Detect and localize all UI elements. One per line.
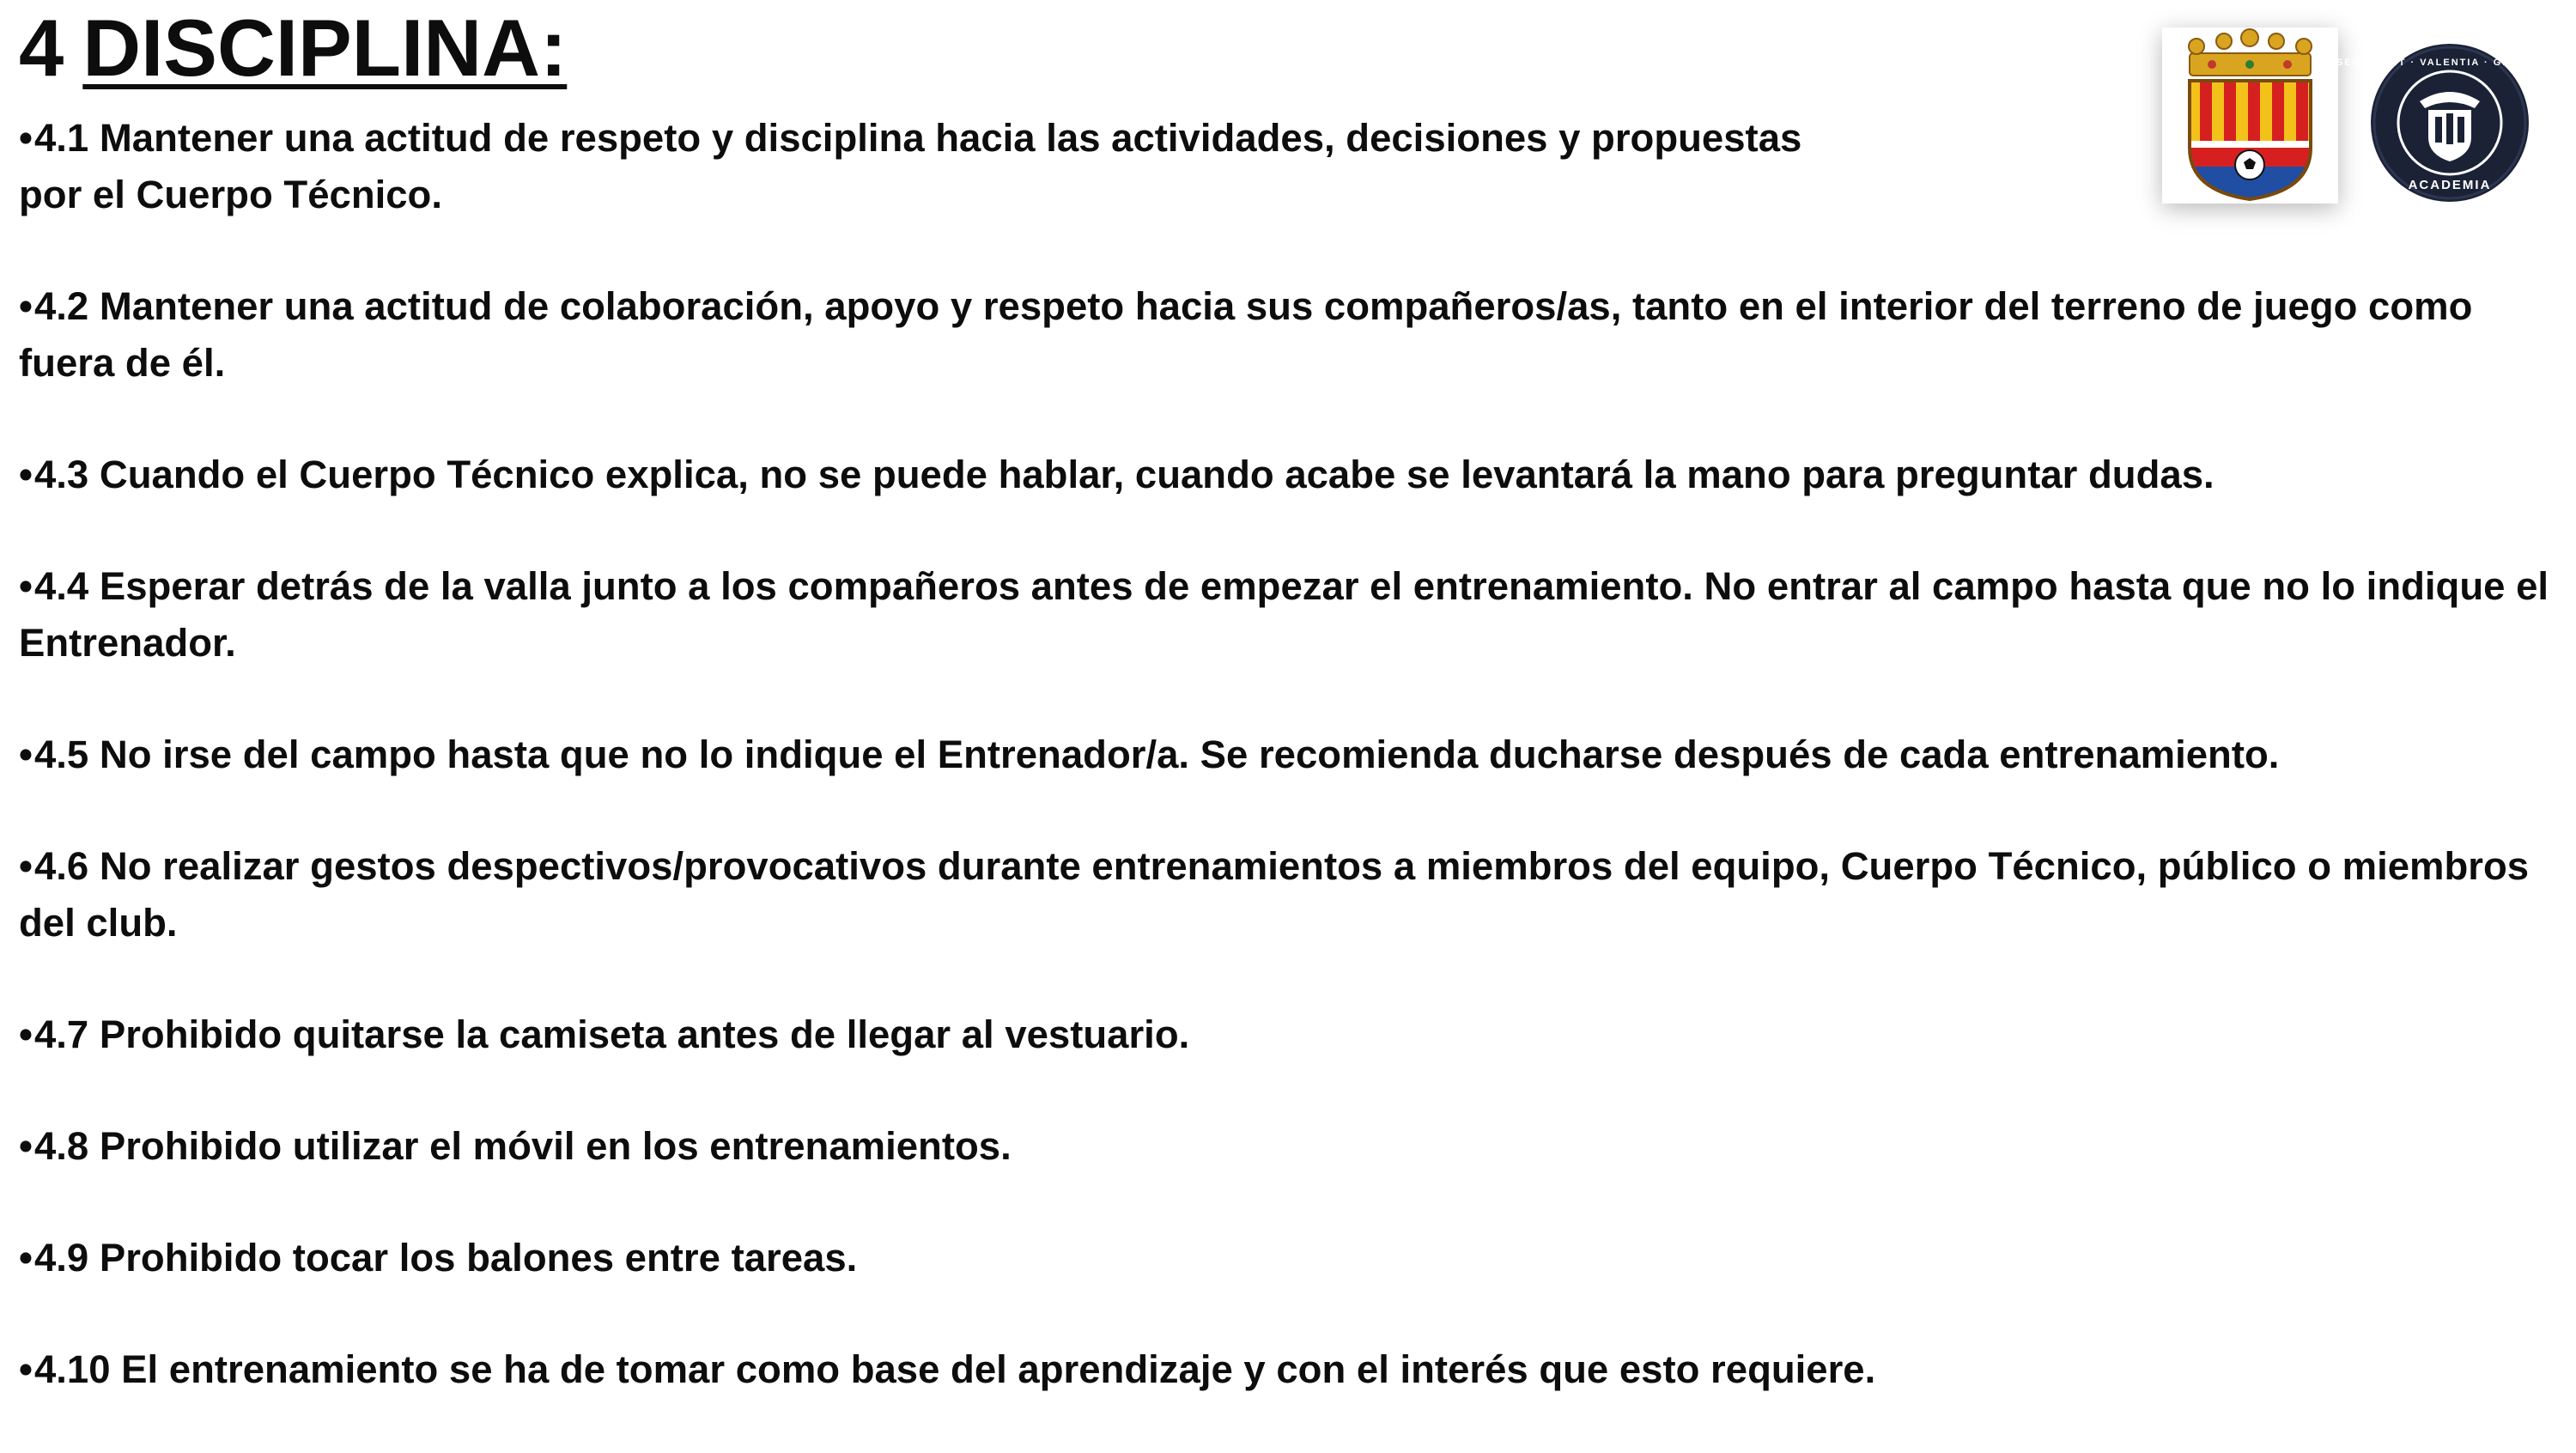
rule-number: 4.4 [33, 564, 89, 608]
bullet: • [19, 564, 33, 608]
page-title [19, 3, 567, 92]
rule-number: 4.8 [33, 1124, 89, 1168]
rule-text: No realizar gestos despectivos/provocativos durante entrenamientos a miembros del equipo, Cuerpo Técnico, público o miembros del club. [19, 844, 2530, 945]
rule-number: 4.5 [33, 733, 89, 776]
bullet: • [19, 453, 33, 496]
rule-text: No irse del campo hasta que no lo indique el Entrenador/a. Se recomienda ducharse después de cada entrenamiento. [99, 733, 2280, 776]
rule-number: 4.3 [33, 453, 89, 496]
bullet: • [19, 284, 33, 328]
rule-item [19, 1341, 2561, 1398]
badge-ring-text: SENTIMENT · VALENTIA · GERMANOR [2336, 58, 2564, 68]
rule-number: 4.10 [33, 1347, 111, 1391]
rule-item [19, 726, 2561, 783]
rule-text: Cuando el Cuerpo Técnico explica, no se puede hablar, cuando acabe se levantará la mano para preguntar dudas. [99, 453, 2215, 496]
bullet: • [19, 1347, 33, 1391]
bullet: • [19, 1124, 33, 1168]
section-title: DISCIPLINA: [82, 3, 568, 93]
rule-item [19, 1006, 2561, 1063]
rule-item [19, 558, 2561, 672]
rule-number: 4.2 [33, 284, 89, 328]
rule-text: Prohibido quitarse la camiseta antes de llegar al vestuario. [99, 1012, 1190, 1056]
rule-item [19, 1118, 2561, 1175]
bullet: • [19, 844, 33, 888]
crown-icon [2189, 29, 2312, 76]
rule-item [19, 1230, 2561, 1286]
rule-text: Prohibido utilizar el móvil en los entrenamientos. [99, 1124, 1012, 1168]
rule-text: Esperar detrás de la valla junto a los compañeros antes de empezar el entrenamiento. No entrar al campo hasta que no lo indique el Entrenador. [19, 564, 2549, 665]
rule-text: Prohibido tocar los balones entre tareas. [99, 1236, 858, 1280]
rule-number: 4.9 [33, 1236, 89, 1280]
bullet: • [19, 1012, 33, 1056]
rule-text: Mantener una actitud de respeto y disciplina hacia las actividades, decisiones y propuestas por el Cuerpo Técnico. [19, 116, 1802, 216]
section-number: 4 [19, 3, 64, 93]
rule-item [19, 278, 2561, 392]
rule-text: El entrenamiento se ha de tomar como base del aprendizaje y con el interés que esto requiere. [121, 1347, 1876, 1391]
bullet: • [19, 116, 33, 160]
rule-number: 4.7 [33, 1012, 89, 1056]
rule-number: 4.1 [33, 116, 89, 160]
bullet: • [19, 1236, 33, 1280]
rule-item [19, 447, 2561, 503]
rule-number: 4.6 [33, 844, 89, 888]
bullet: • [19, 733, 33, 776]
rule-item [19, 110, 1839, 223]
rule-item [19, 838, 2561, 951]
rules-list [19, 110, 2561, 1453]
badge-label: ACADEMIA [2408, 178, 2492, 192]
rule-text: Mantener una actitud de colaboración, apoyo y respeto hacia sus compañeros/as, tanto en el interior del terreno de juego como fuera de él. [19, 284, 2473, 385]
